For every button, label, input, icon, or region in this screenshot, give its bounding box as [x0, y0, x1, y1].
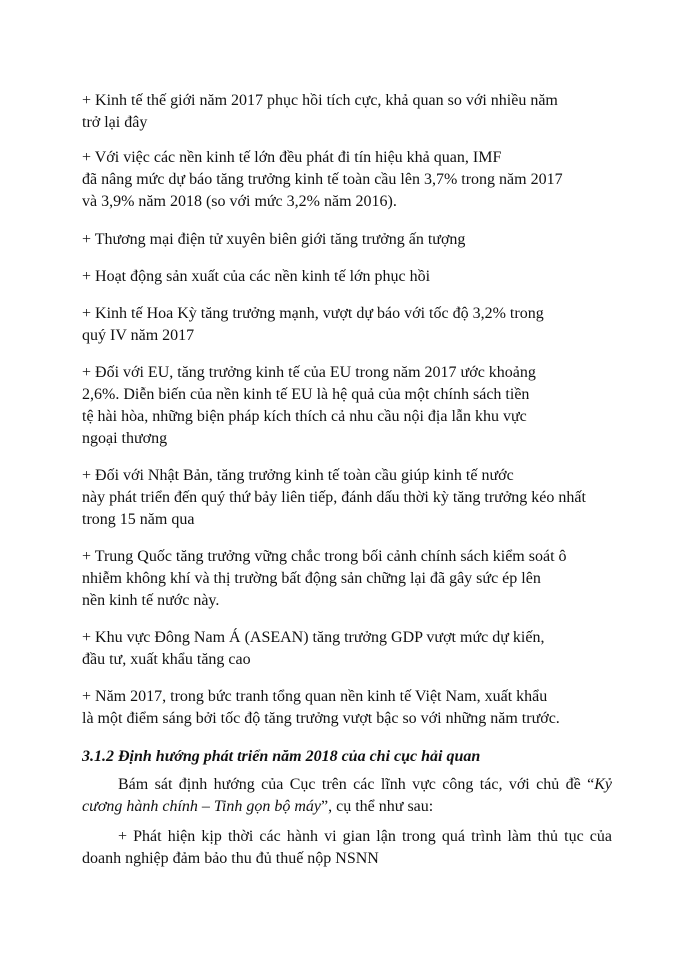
bullet-5-line-1: + Kinh tế Hoa Kỳ tăng trưởng mạnh, vượt dự báo với tốc độ 3,2% trong — [82, 305, 544, 322]
bullet-3-line-1: + Thương mại điện tử xuyên biên giới tăng trưởng ấn tượng — [82, 231, 466, 248]
bullet-6-line-3: tệ hài hòa, những biện pháp kích thích cả nhu cầu nội địa lẫn khu vực — [82, 408, 527, 425]
bullet-6-line-1: + Đối với EU, tăng trưởng kinh tế của EU trong năm 2017 ước khoảng — [82, 364, 536, 381]
bullet-7-line-1: + Đối với Nhật Bản, tăng trưởng kinh tế toàn cầu giúp kinh tế nước — [82, 467, 514, 484]
point-line-1: + Phát hiện kịp thời các hành vi gian lận trong quá trình làm thủ tục của — [118, 828, 612, 845]
bullet-9-line-2: đầu tư, xuất khẩu tăng cao — [82, 651, 251, 668]
bullet-2-line-3: và 3,9% năm 2018 (so với mức 3,2% năm 2016). — [82, 193, 397, 210]
bullet-9-line-1: + Khu vực Đông Nam Á (ASEAN) tăng trưởng GDP vượt mức dự kiến, — [82, 629, 545, 646]
bullet-2-line-1: + Với việc các nền kinh tế lớn đều phát đi tín hiệu khả quan, IMF — [82, 149, 502, 166]
bullet-6-line-2: 2,6%. Diễn biến của nền kinh tế EU là hệ quả của một chính sách tiền — [82, 386, 530, 403]
bullet-10-line-2: là một điểm sáng bởi tốc độ tăng trưởng vượt bậc so với những năm trước. — [82, 710, 560, 727]
bullet-6-line-4: ngoại thương — [82, 430, 168, 447]
bullet-7-line-2: này phát triển đến quý thứ bảy liên tiếp, đánh dấu thời kỳ tăng trưởng kéo nhất — [82, 489, 586, 506]
section-heading: 3.1.2 Định hướng phát triển năm 2018 của chi cục hải quan — [82, 748, 481, 765]
bullet-4-line-1: + Hoạt động sản xuất của các nền kinh tế lớn phục hồi — [82, 268, 431, 285]
point-line-2: doanh nghiệp đảm bảo thu đủ thuế nộp NSNN — [82, 850, 379, 867]
intro-quote-part-1: Kỷ — [594, 776, 612, 793]
bullet-2-line-2: đã nâng mức dự báo tăng trưởng kinh tế toàn cầu lên 3,7% trong năm 2017 — [82, 171, 563, 188]
bullet-7-line-3: trong 15 năm qua — [82, 511, 195, 528]
intro-suffix: ”, cụ thể như sau: — [321, 798, 434, 815]
bullet-8-line-3: nền kinh tế nước này. — [82, 592, 220, 609]
bullet-8-line-1: + Trung Quốc tăng trưởng vững chắc trong bối cảnh chính sách kiểm soát ô — [82, 548, 567, 565]
bullet-1-line-2: trở lại đây — [82, 114, 148, 131]
bullet-5-line-2: quý IV năm 2017 — [82, 327, 195, 344]
intro-line-1 — [118, 774, 612, 796]
intro-line-2 — [82, 796, 433, 818]
bullet-1-line-1: + Kinh tế thế giới năm 2017 phục hồi tích cực, khả quan so với nhiều năm — [82, 92, 558, 109]
bullet-10-line-1: + Năm 2017, trong bức tranh tổng quan nền kinh tế Việt Nam, xuất khẩu — [82, 688, 548, 705]
bullet-8-line-2: nhiễm không khí và thị trường bất động sản chững lại đã gây sức ép lên — [82, 570, 541, 587]
intro-quote-part-2: cương hành chính – Tinh gọn bộ máy — [82, 798, 322, 815]
intro-prefix: Bám sát định hướng của Cục trên các lĩnh vực công tác, với chủ đề “ — [118, 776, 595, 793]
